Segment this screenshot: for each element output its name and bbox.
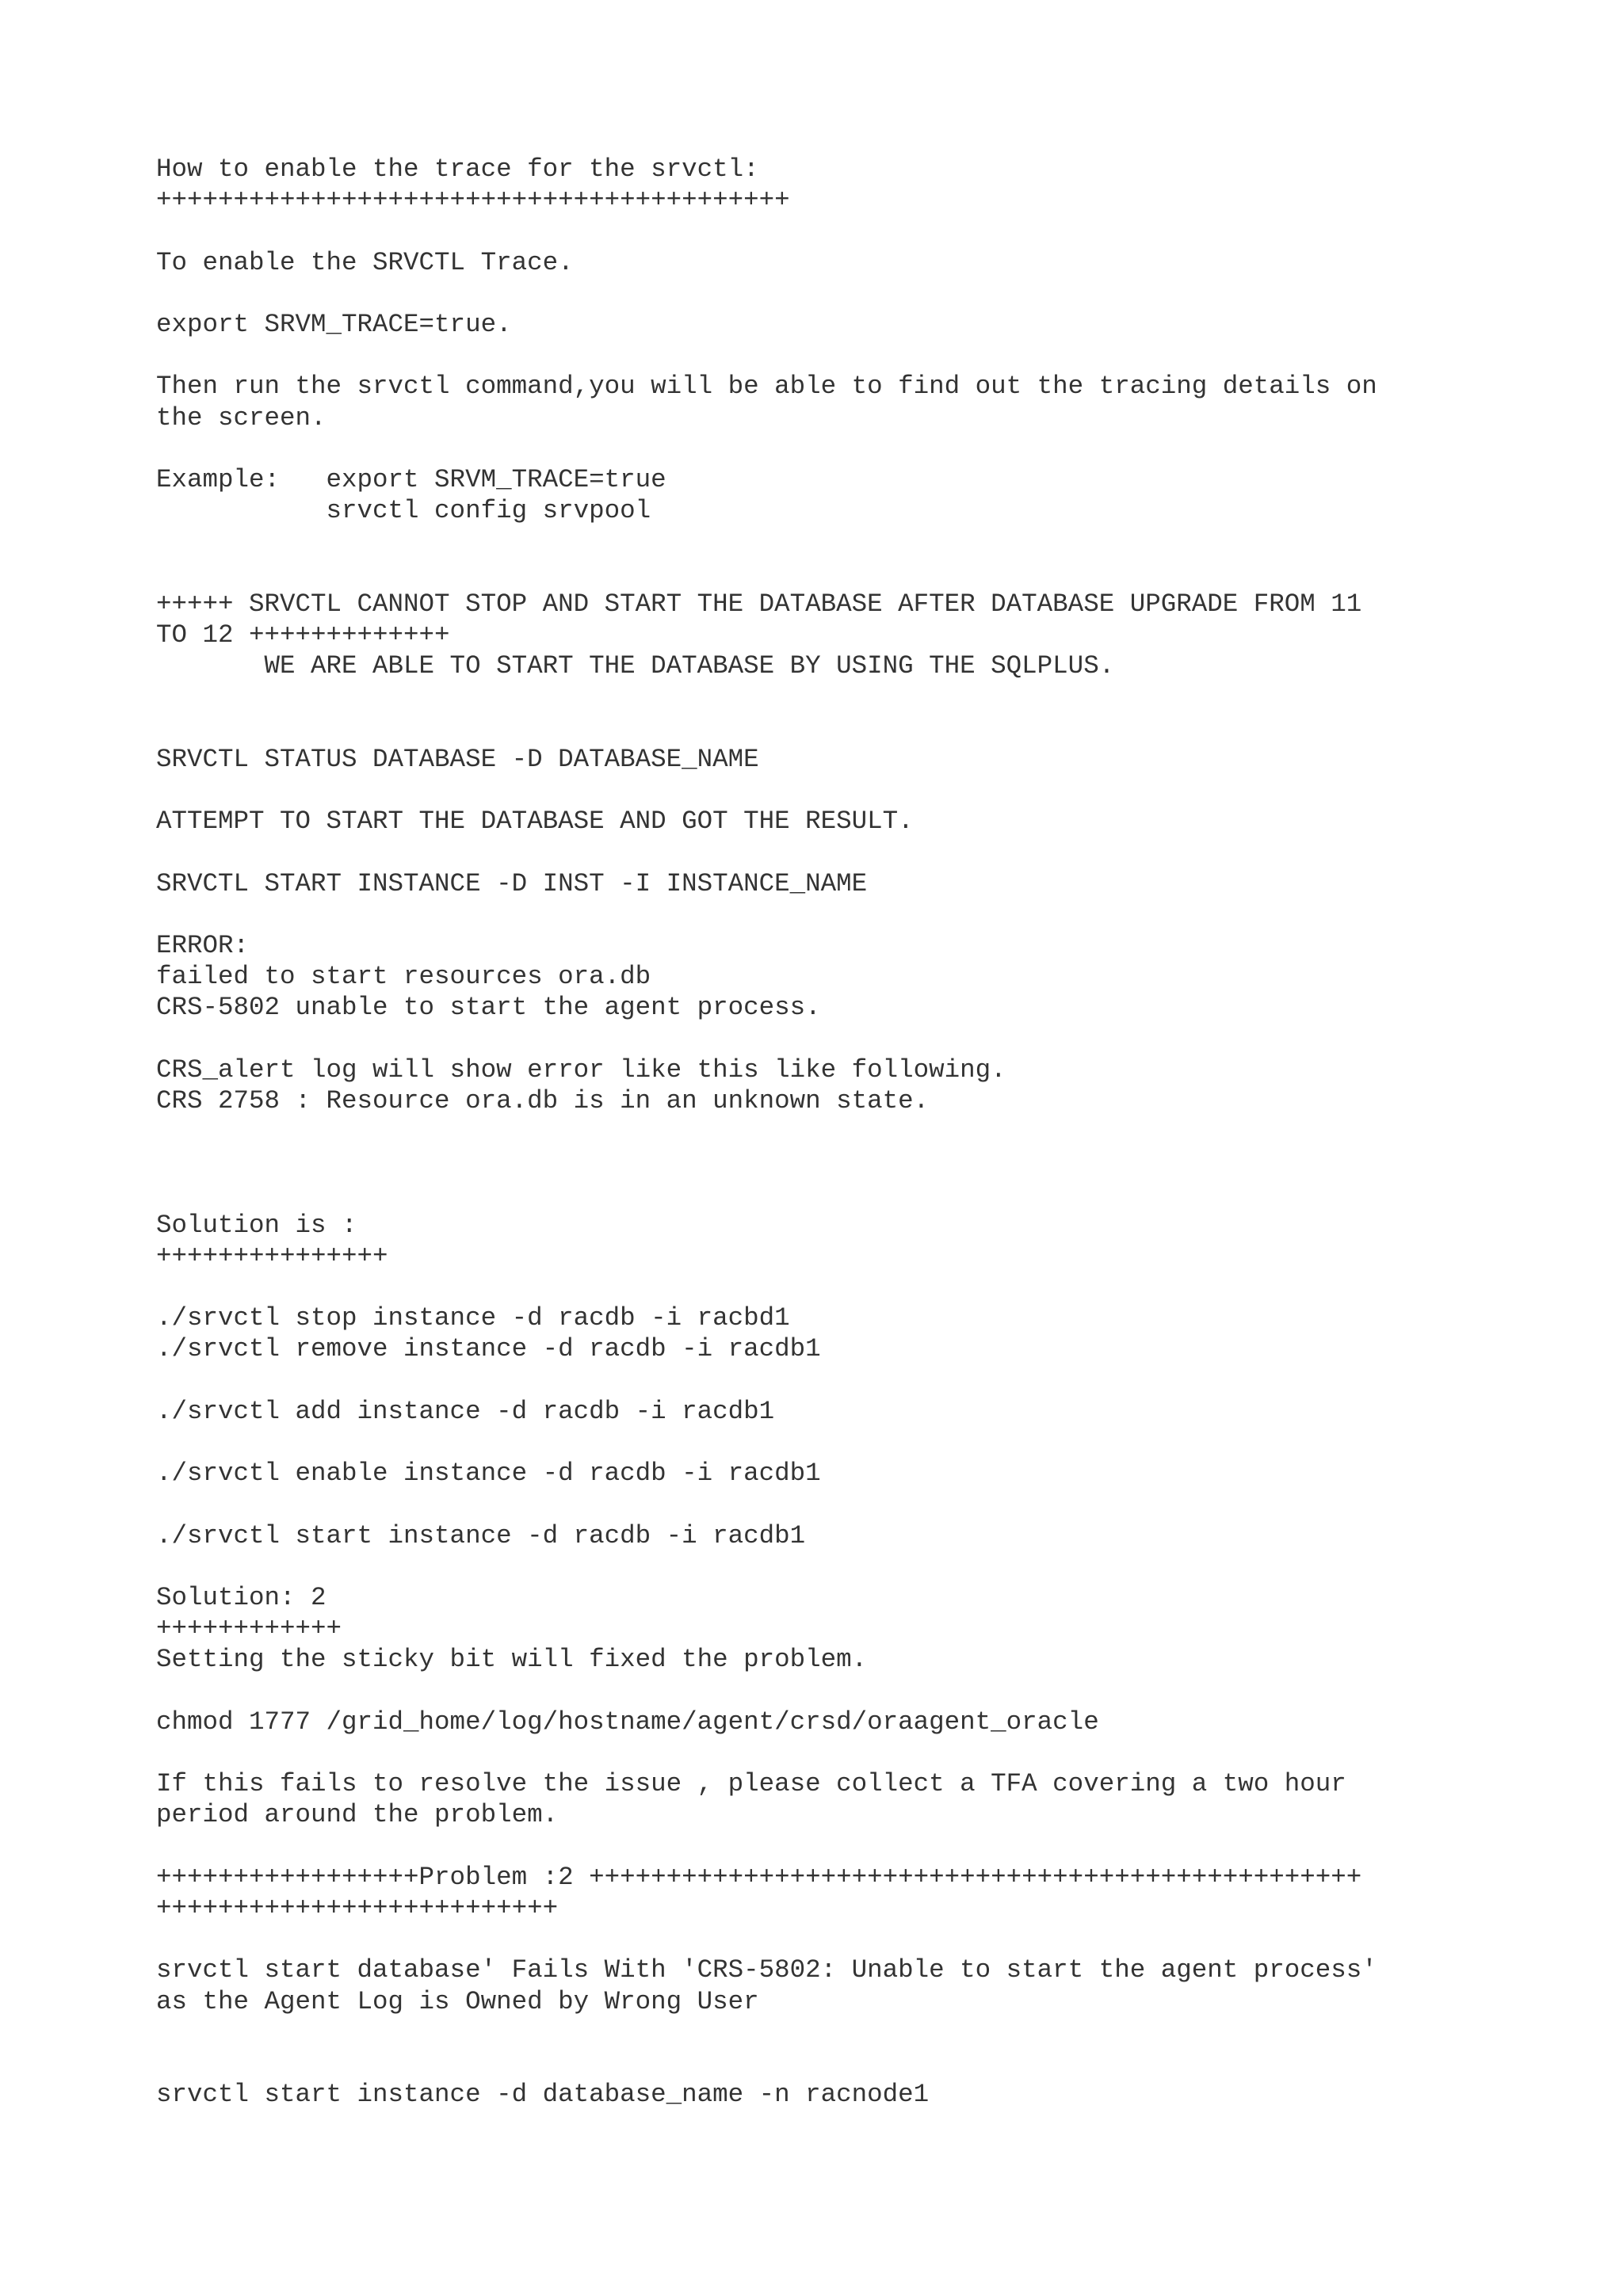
- text-line: ./srvctl stop instance -d racdb -i racbd1: [156, 1303, 790, 1333]
- text-line: +++++++++++++++: [156, 1241, 388, 1271]
- blank-line: [156, 1272, 1551, 1302]
- text-line: srvctl start instance -d database_name -n racnode1: [156, 2080, 930, 2110]
- text-line: as the Agent Log is Owned by Wrong User: [156, 1986, 759, 2016]
- text-line: srvctl config srvpool: [156, 496, 651, 526]
- blank-line: [156, 1737, 1551, 1768]
- text-line: ./srvctl remove instance -d racdb -i racdb1: [156, 1334, 821, 1364]
- text-line: the screen.: [156, 402, 327, 433]
- document-page: [156, 154, 1551, 2110]
- text-line: ./srvctl start instance -d racdb -i racdb1: [156, 1520, 806, 1550]
- text-line: +++++++++++++++++Problem :2 ++++++++++++++++++++++++++++++++++++++++++++++++++: [156, 1862, 1362, 1892]
- text-line: period around the problem.: [156, 1800, 559, 1830]
- text-line: +++++++++++++++++++++++++++++++++++++++++: [156, 185, 790, 215]
- blank-line: [156, 1676, 1551, 1707]
- text-line: ++++++++++++++++++++++++++: [156, 1894, 559, 1924]
- blank-line: [156, 340, 1551, 371]
- text-line: ERROR:: [156, 930, 250, 960]
- blank-line: [156, 1551, 1551, 1582]
- blank-line: [156, 681, 1551, 712]
- text-line: How to enable the trace for the srvctl:: [156, 154, 759, 184]
- text-line: SRVCTL START INSTANCE -D INST -I INSTANCE_NAME: [156, 868, 868, 898]
- blank-line: [156, 1427, 1551, 1458]
- blank-line: [156, 278, 1551, 309]
- text-line: Solution is :: [156, 1210, 357, 1240]
- text-line: ++++++++++++: [156, 1614, 342, 1644]
- blank-line: [156, 433, 1551, 464]
- text-line: Example: export SRVM_TRACE=true: [156, 464, 666, 494]
- blank-line: [156, 1178, 1551, 1209]
- text-line: ATTEMPT TO START THE DATABASE AND GOT THE RESULT.: [156, 807, 914, 837]
- text-line: failed to start resources ora.db: [156, 962, 651, 992]
- blank-line: [156, 713, 1551, 744]
- text-line: ./srvctl enable instance -d racdb -i racdb1: [156, 1459, 821, 1489]
- text-line: Solution: 2: [156, 1583, 327, 1613]
- text-line: chmod 1777 /grid_home/log/hostname/agent/crsd/oraagent_oracle: [156, 1707, 1099, 1737]
- text-line: TO 12 +++++++++++++: [156, 620, 450, 650]
- blank-line: [156, 1116, 1551, 1147]
- text-line: CRS-5802 unable to start the agent process.: [156, 993, 821, 1023]
- text-line: +++++ SRVCTL CANNOT STOP AND START THE DATABASE AFTER DATABASE UPGRADE FROM 11: [156, 589, 1362, 619]
- text-line: SRVCTL STATUS DATABASE -D DATABASE_NAME: [156, 744, 759, 774]
- text-line: CRS_alert log will show error like this like following.: [156, 1055, 1006, 1085]
- blank-line: [156, 1831, 1551, 1862]
- blank-line: [156, 837, 1551, 868]
- blank-line: [156, 775, 1551, 806]
- text-line: CRS 2758 : Resource ora.db is in an unknown state.: [156, 1085, 930, 1116]
- text-line: srvctl start database' Fails With 'CRS-5802: Unable to start the agent process': [156, 1955, 1377, 1985]
- blank-line: [156, 1924, 1551, 1955]
- blank-line: [156, 1024, 1551, 1055]
- blank-line: [156, 215, 1551, 246]
- text-line: Then run the srvctl command,you will be able to find out the tracing details on: [156, 372, 1377, 402]
- blank-line: [156, 1147, 1551, 1178]
- text-line: Setting the sticky bit will fixed the problem.: [156, 1645, 868, 1675]
- text-line: To enable the SRVCTL Trace.: [156, 247, 574, 277]
- blank-line: [156, 1365, 1551, 1396]
- text-line: If this fails to resolve the issue , please collect a TFA covering a two hour: [156, 1769, 1346, 1799]
- text-line: export SRVM_TRACE=true.: [156, 309, 512, 339]
- text-line: ./srvctl add instance -d racdb -i racdb1: [156, 1396, 775, 1426]
- blank-line: [156, 2017, 1551, 2048]
- text-line: WE ARE ABLE TO START THE DATABASE BY USING THE SQLPLUS.: [156, 651, 1115, 681]
- blank-line: [156, 899, 1551, 930]
- blank-line: [156, 1489, 1551, 1520]
- blank-line: [156, 558, 1551, 589]
- blank-line: [156, 2048, 1551, 2079]
- blank-line: [156, 526, 1551, 557]
